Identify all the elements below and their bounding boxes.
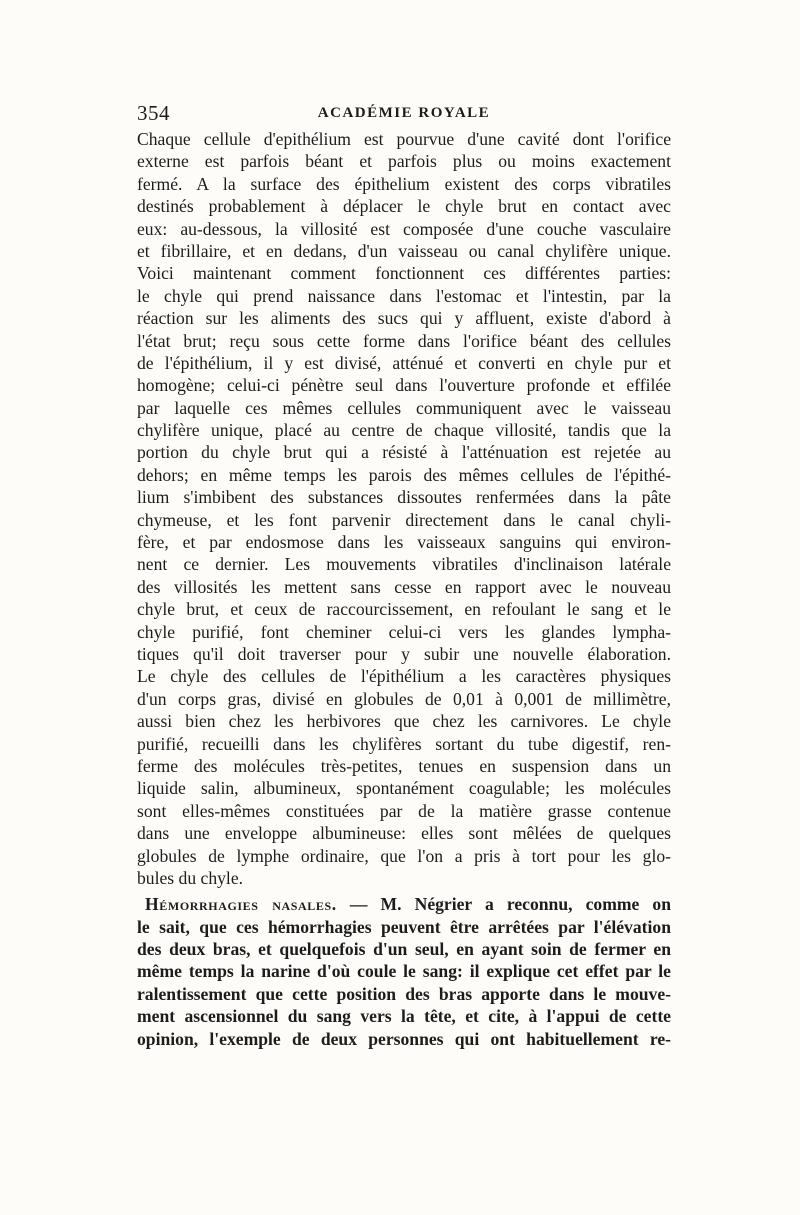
paragraph-hemorrhagies xyxy=(137,893,671,1050)
text-line: ralentissement que cette position des bras apporte dans le mouve- xyxy=(137,983,671,1004)
text-line: ment ascensionnel du sang vers la tête, et cite, à l'appui de cette xyxy=(137,1006,671,1027)
text-line: portion du chyle brut qui a résisté à l'atténuation est rejetée au xyxy=(137,442,671,463)
text-line: nent ce dernier. Les mouvements vibratiles d'inclinaison latérale xyxy=(137,554,671,575)
text-line: sont elles-mêmes constituées par de la matière grasse contenue xyxy=(137,800,671,821)
text-line: liquide salin, albumineux, spontanément coagulable; les molécules xyxy=(137,778,671,799)
paragraph-chyle xyxy=(137,128,671,889)
text-line: dehors; en même temps les parois des mêmes cellules de l'épithé- xyxy=(137,464,671,485)
text-line: eux: au-dessous, la villosité est composée d'une couche vasculaire xyxy=(137,218,671,239)
text-line: fère, et par endosmose dans les vaisseaux sanguins qui environ- xyxy=(137,532,671,553)
text-line: purifié, recueilli dans les chylifères sortant du tube digestif, ren- xyxy=(137,733,671,754)
page-number: 354 xyxy=(137,101,170,125)
text-line: lium s'imbibent des substances dissoutes renfermées dans la pâte xyxy=(137,487,671,508)
text-line: réaction sur les aliments des sucs qui y affluent, existe d'abord à xyxy=(137,308,671,329)
text-line: globules de lymphe ordinaire, que l'on a pris à tort pour les glo- xyxy=(137,845,671,866)
text-line: même temps la narine d'où coule le sang: il explique cet effet par le xyxy=(137,961,671,982)
header-title: ACADÉMIE ROYALE xyxy=(317,105,491,121)
text-line: de l'épithélium, il y est divisé, atténué et converti en chyle pur et xyxy=(137,352,671,373)
section-heading: Hémorrhagies nasales. xyxy=(145,894,337,915)
text-line: des deux bras, et quelquefois d'un seul, en ayant soin de fermer en xyxy=(137,939,671,960)
text-line: le sait, que ces hémorrhagies peuvent être arrêtées par l'élévation xyxy=(137,916,671,937)
text-line: Voici maintenant comment fonctionnent ces différentes parties: xyxy=(137,263,671,284)
text-line: fermé. A la surface des épithelium existent des corps vibratiles xyxy=(137,173,671,194)
text-line: Chaque cellule d'epithélium est pourvue d'une cavité dont l'orifice xyxy=(137,129,671,149)
text-line: tiques qu'il doit traverser pour y subir une nouvelle élaboration. xyxy=(137,643,671,664)
body-text xyxy=(137,128,671,1050)
text-line: externe est parfois béant et parfois plus ou moins exactement xyxy=(137,151,671,172)
text-line: l'état brut; reçu sous cette forme dans l'orifice béant des cellules xyxy=(137,330,671,351)
heading-continuation: — M. Négrier a reconnu, comme on xyxy=(336,894,671,915)
text-line: chymeuse, et les font parvenir directement dans le canal chyli- xyxy=(137,509,671,530)
text-line: des villosités les mettent sans cesse en rapport avec le nouveau xyxy=(137,576,671,597)
text-line: dans une enveloppe albumineuse: elles sont mêlées de quelques xyxy=(137,823,671,844)
text-line: Le chyle des cellules de l'épithélium a les caractères physiques xyxy=(137,666,671,687)
running-head xyxy=(137,101,671,129)
text-line: bules du chyle. xyxy=(137,867,244,888)
text-line: chylifère unique, placé au centre de chaque villosité, tandis que la xyxy=(137,420,671,441)
text-line: et fibrillaire, et en dedans, d'un vaisseau ou canal chylifère unique. xyxy=(137,240,671,261)
text-line xyxy=(137,893,671,915)
text-line: homogène; celui-ci pénètre seul dans l'ouverture profonde et effilée xyxy=(137,375,671,396)
text-line: chyle brut, et ceux de raccourcissement, en refoulant le sang et le xyxy=(137,599,671,620)
text-line: destinés probablement à déplacer le chyle brut en contact avec xyxy=(137,196,671,217)
text-line: d'un corps gras, divisé en globules de 0,01 à 0,001 de millimètre, xyxy=(137,688,671,709)
text-line: le chyle qui prend naissance dans l'estomac et l'intestin, par la xyxy=(137,285,671,306)
text-line: aussi bien chez les herbivores que chez les carnivores. Le chyle xyxy=(137,711,671,732)
text-line: opinion, l'exemple de deux personnes qui ont habituellement re- xyxy=(137,1028,671,1049)
text-line: chyle purifié, font cheminer celui-ci vers les glandes lympha- xyxy=(137,621,671,642)
text-line: par laquelle ces mêmes cellules communiquent avec le vaisseau xyxy=(137,397,671,418)
text-line: ferme des molécules très-petites, tenues en suspension dans un xyxy=(137,755,671,776)
